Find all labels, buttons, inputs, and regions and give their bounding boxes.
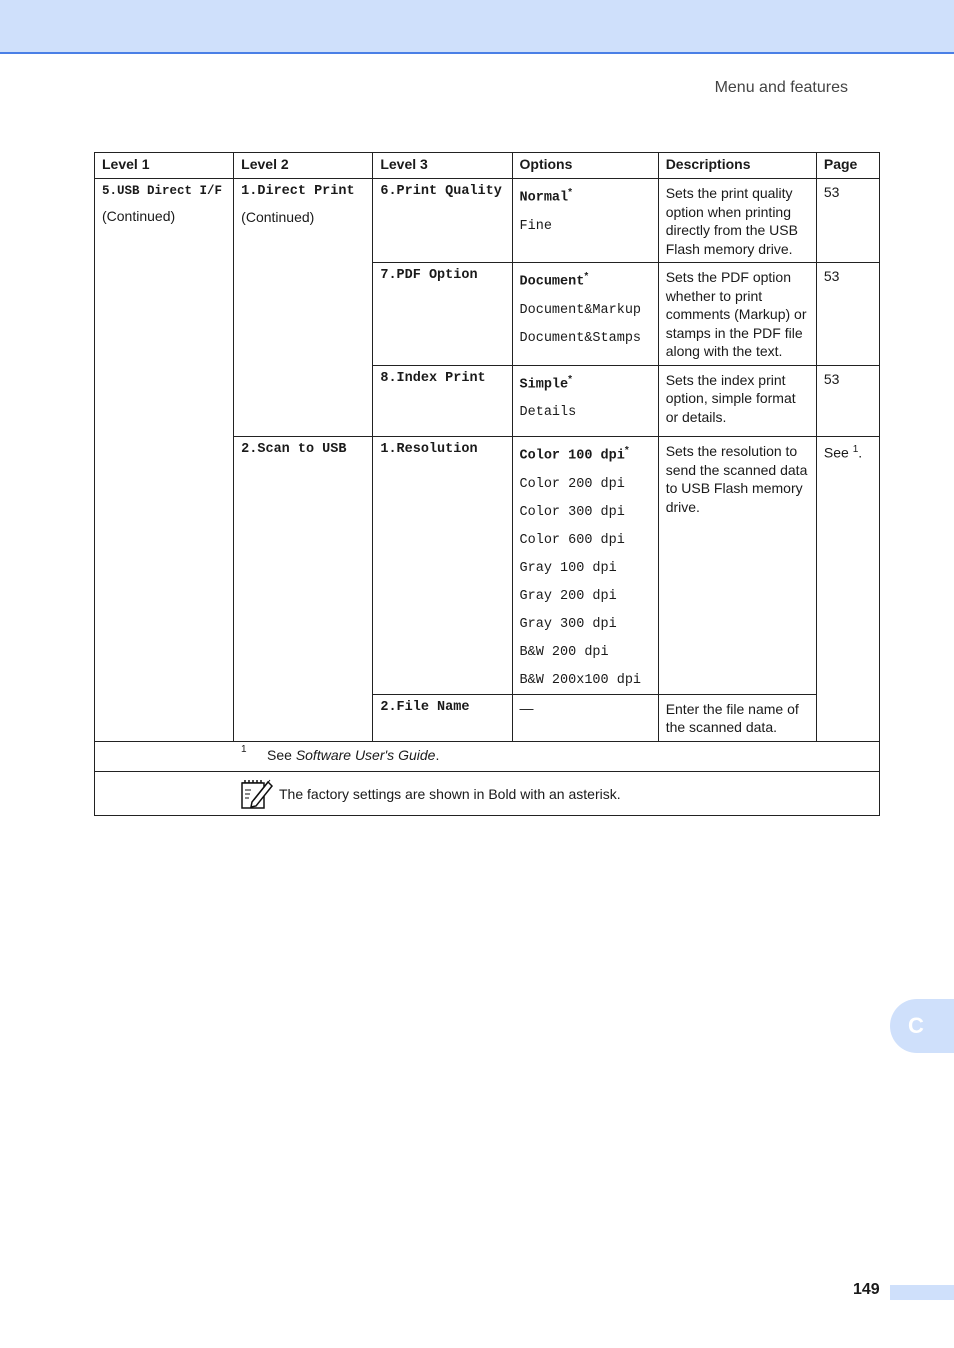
footnote-ref[interactable]: 1 — [852, 444, 859, 455]
footnote-marker: 1 — [241, 743, 247, 755]
footnote-link[interactable]: Software User's Guide — [295, 746, 436, 763]
option-text: Color 100 dpi — [519, 448, 625, 464]
option: Document&Stamps — [519, 330, 642, 346]
level3-label: 8.Index Print — [380, 370, 486, 386]
option: B&W 200x100 dpi — [519, 672, 642, 688]
page-see: See — [823, 444, 849, 461]
level2-label: 1.Direct Print — [241, 184, 355, 199]
option: Color 200 dpi — [519, 476, 625, 492]
page-cell — [816, 437, 879, 742]
note-row — [95, 771, 880, 815]
section-title: Menu and features — [714, 79, 848, 96]
level3-cell — [373, 179, 512, 263]
option-default — [520, 268, 651, 292]
description-cell — [658, 365, 816, 437]
note — [95, 771, 880, 815]
option: Gray 200 dpi — [519, 588, 617, 604]
level3-cell — [373, 365, 512, 437]
footnote — [95, 741, 880, 771]
page-cell: 53 — [816, 263, 879, 366]
level3-label: 6.Print Quality — [380, 184, 502, 199]
col-header-level1: Level 1 — [95, 153, 234, 179]
col-header-descriptions: Descriptions — [658, 153, 816, 179]
footnote-suffix: . — [435, 746, 440, 763]
option: Color 300 dpi — [519, 504, 625, 520]
option: Color 600 dpi — [519, 532, 625, 548]
default-mark: * — [568, 187, 573, 198]
description-cell — [658, 694, 816, 741]
table-header-row — [95, 153, 880, 179]
default-mark: * — [624, 445, 629, 456]
col-header-level3: Level 3 — [373, 153, 512, 179]
option-default — [520, 442, 651, 466]
col-header-page: Page — [816, 153, 879, 179]
description-text: Enter the file name of the scanned data. — [665, 700, 799, 735]
page-cell: 53 — [816, 179, 879, 263]
option-text: Normal — [519, 190, 569, 206]
level2-continued: (Continued) — [241, 209, 315, 225]
option-default — [520, 184, 651, 208]
top-banner — [0, 0, 954, 54]
options-cell — [512, 365, 658, 437]
option: Fine — [519, 218, 552, 234]
level3-cell — [373, 263, 512, 366]
description-cell — [658, 437, 816, 695]
page-cell: 53 — [816, 365, 879, 437]
level1-continued: (Continued) — [102, 208, 176, 224]
option-default — [520, 371, 651, 395]
appendix-tab-label: C — [908, 1013, 924, 1038]
appendix-tab[interactable] — [890, 999, 954, 1053]
page-number: 149 — [853, 1281, 880, 1298]
option: B&W 200 dpi — [519, 644, 609, 660]
option: Document&Markup — [519, 302, 642, 318]
level2-cell-direct — [234, 179, 373, 437]
col-header-options: Options — [512, 153, 658, 179]
level3-cell — [373, 437, 512, 695]
option-dash: — — [519, 699, 534, 716]
footnote-row — [95, 741, 880, 771]
note-pencil-icon — [240, 778, 274, 810]
level2-label: 2.Scan to USB — [241, 442, 347, 457]
footer-bar — [890, 1285, 954, 1300]
menu-table — [94, 152, 880, 816]
options-cell — [512, 437, 658, 695]
option-text: Simple — [519, 377, 569, 392]
level3-label: 2.File Name — [380, 699, 470, 715]
level1-label: 5.USB Direct I/F — [102, 184, 223, 198]
description-text: Sets the PDF option whether to print comments (Markup) or stamps in the PDF file along with the text. — [665, 269, 807, 359]
options-cell — [512, 694, 658, 741]
footnote-prefix: See — [267, 746, 296, 763]
option: Gray 300 dpi — [519, 616, 617, 632]
description-cell — [658, 263, 816, 366]
description-cell — [658, 179, 816, 263]
options-cell — [512, 263, 658, 366]
level2-cell-scan — [234, 437, 373, 742]
page-end: . — [858, 444, 863, 461]
description-text: Sets the index print option, simple format or details. — [665, 371, 796, 425]
option-text: Document — [519, 274, 585, 290]
default-mark: * — [584, 271, 589, 282]
description-text: Sets the resolution to send the scanned data to USB Flash memory drive. — [665, 443, 808, 515]
level3-label: 1.Resolution — [380, 442, 478, 457]
description-text: Sets the print quality option when printing directly from the USB Flash memory drive. — [665, 185, 798, 257]
level1-cell — [95, 179, 234, 742]
options-cell — [512, 179, 658, 263]
col-header-level2: Level 2 — [234, 153, 373, 179]
default-mark: * — [568, 373, 573, 385]
option: Details — [519, 405, 577, 420]
level3-cell — [373, 694, 512, 741]
footnote-text — [267, 747, 439, 763]
option: Gray 100 dpi — [519, 560, 617, 576]
table-row — [95, 179, 880, 263]
note-text: The factory settings are shown in Bold with an asterisk. — [279, 785, 621, 802]
level3-label: 7.PDF Option — [380, 268, 478, 283]
